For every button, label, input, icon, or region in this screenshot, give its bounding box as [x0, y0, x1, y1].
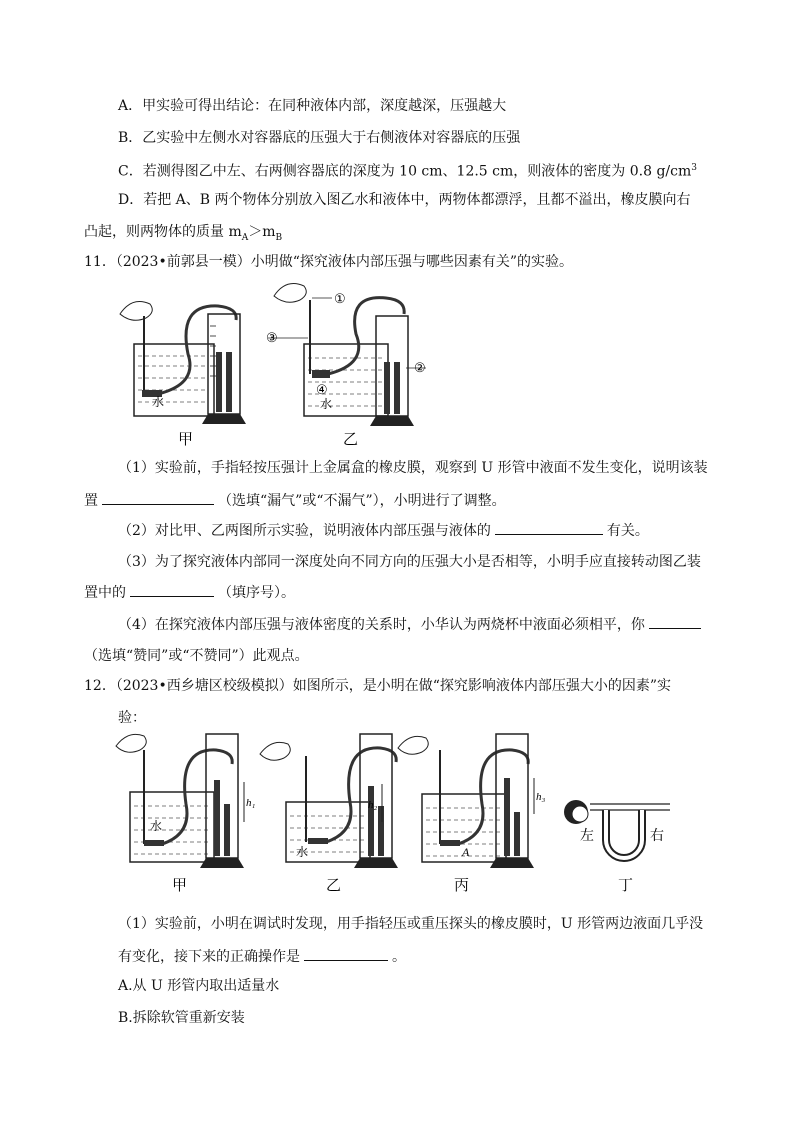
q10-d-mid: ＞m	[248, 224, 276, 240]
q11-apparatus-drawing	[108, 282, 438, 452]
q11-figure	[108, 282, 438, 452]
q12-option-a: A.从 U 形管内取出适量水	[118, 978, 280, 994]
q12-p1-pre: 有变化，接下来的正确操作是	[118, 949, 300, 965]
q12-caption-ding: 丁	[618, 878, 634, 894]
q12-figure	[110, 730, 690, 898]
q11-p2-post: 有关。	[606, 523, 649, 539]
q12-ding-left-label: 左	[580, 829, 594, 844]
q12-h1-label: h₁	[246, 797, 256, 809]
q12-yi-water-label: 水	[296, 845, 309, 859]
q10-option-c-text: C．若测得图乙中左、右两侧容器底的深度为 10 cm、12.5 cm，则液体的密度为 0.8 g/cm	[118, 163, 692, 180]
q11-p2-answer-blank[interactable]	[495, 520, 603, 535]
q11-callout-2: ②	[414, 360, 426, 375]
q10-option-a: A．甲实验可得出结论：在同种液体内部，深度越深，压强越大	[118, 98, 507, 114]
q11-jia-water-label: 水	[152, 395, 165, 409]
q11-callout-4: ④	[316, 382, 328, 397]
q12-caption-yi: 乙	[326, 878, 342, 894]
q12-h2-label: h₂	[368, 799, 378, 811]
q11-p1-answer-blank[interactable]	[102, 490, 214, 505]
q10-option-c-sup: 3	[691, 163, 697, 173]
q10-d-text: 凸起，则两物体的质量 m	[84, 224, 242, 240]
q11-callout-1: ①	[334, 291, 346, 306]
q10-d-subB: B	[275, 232, 283, 243]
q11-p3-pre: 置中的	[84, 585, 126, 601]
q12-jia-water-label: 水	[150, 819, 163, 833]
q12-caption-jia: 甲	[172, 878, 188, 894]
q11-p1-pre: 置	[84, 493, 98, 509]
q10-option-b: B．乙实验中左侧水对容器底的压强大于右侧液体对容器底的压强	[118, 130, 521, 146]
q11-p3-post: （填序号）。	[218, 585, 295, 601]
q12-ding-right-label: 右	[650, 829, 664, 844]
q12-part1-line1: （1）实验前，小明在调试时发现，用手指轻压或重压探头的橡皮膜时，U 形管两边液面几乎没	[118, 916, 704, 932]
q12-option-b: B.拆除软管重新安装	[118, 1010, 245, 1026]
q11-part4-line1	[118, 614, 705, 635]
q11-part4-line2: （选填“赞同”或“不赞同”）此观点。	[84, 648, 309, 664]
q11-p3-answer-blank[interactable]	[130, 582, 214, 597]
q11-p2-pre: （2）对比甲、乙两图所示实验，说明液体内部压强与液体的	[118, 523, 491, 539]
q11-p4-answer-blank[interactable]	[649, 614, 701, 629]
q11-yi-water-label: 水	[320, 397, 333, 411]
q12-stem-line2: 验：	[118, 710, 146, 726]
q11-part1-line1: （1）实验前，手指轻按压强计上金属盒的橡皮膜，观察到 U 形管中液面不发生变化，说明该装	[118, 460, 708, 476]
q10-d-subA: A	[241, 232, 249, 243]
q11-p4-text: （4）在探究液体内部压强与液体密度的关系时，小华认为两烧杯中液面必须相平，你	[118, 617, 645, 633]
q10-option-d-line2	[84, 222, 282, 248]
q11-part2	[118, 520, 649, 541]
q11-stem: 11．（2023•前郭县一模）小明做“探究液体内部压强与哪些因素有关”的实验。	[84, 254, 574, 270]
q12-stem-line1: 12．（2023•西乡塘区校级模拟）如图所示，是小明在做“探究影响液体内部压强大小的因素”实	[84, 678, 672, 694]
q11-part3-line1: （3）为了探究液体内部同一深度处向不同方向的压强大小是否相等，小明手应直接转动图乙装	[118, 554, 701, 570]
q12-apparatus-drawing	[110, 730, 690, 898]
q12-part1-line2	[118, 946, 406, 967]
q10-option-c	[118, 158, 697, 182]
q11-callout-3: ③	[266, 330, 278, 345]
q11-caption-jia: 甲	[178, 432, 194, 448]
q11-p1-post: （选填“漏气”或“不漏气”），小明进行了调整。	[218, 493, 506, 509]
q11-part3-line2	[84, 582, 295, 603]
q12-h3-label: h₃	[536, 791, 546, 803]
q12-caption-bing: 丙	[454, 878, 470, 894]
q12-p1-answer-blank[interactable]	[304, 946, 388, 961]
q11-part1-line2	[84, 490, 506, 511]
q12-bing-liquid-label: A	[462, 845, 470, 859]
q12-p1-post: 。	[392, 949, 406, 965]
q11-caption-yi: 乙	[343, 432, 359, 448]
q10-option-d-line1: D．若把 A、B 两个物体分别放入图乙水和液体中，两物体都漂浮，且都不溢出，橡皮膜向右	[118, 192, 691, 208]
